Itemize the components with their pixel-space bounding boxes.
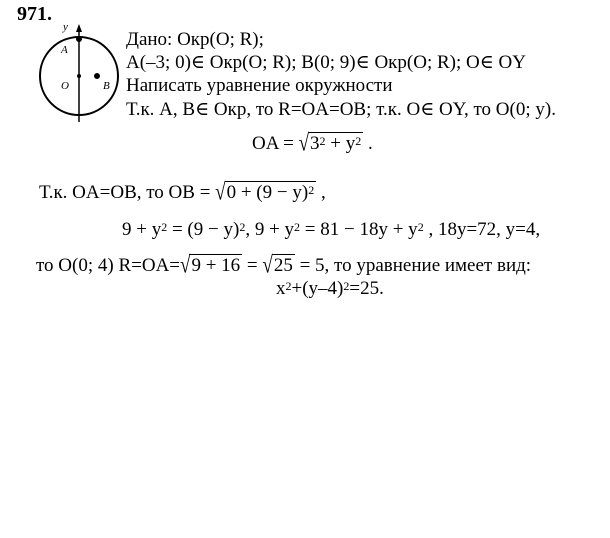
point-o-dot bbox=[77, 74, 81, 78]
figure-label-b: B bbox=[103, 80, 110, 92]
eq-part-3: , 9 + y bbox=[245, 219, 295, 240]
problem-number: 971. bbox=[17, 3, 52, 25]
eq-sup-1: 2 bbox=[161, 220, 168, 234]
oa-end: . bbox=[368, 133, 373, 154]
ob-rad-text: 0 + (9 − y) bbox=[226, 182, 309, 203]
ob-rad-sup: 2 bbox=[308, 183, 315, 197]
oa-rad-sup1: 2 bbox=[319, 134, 326, 148]
eq-part-1: 9 + y bbox=[122, 219, 162, 240]
final-sup-1: 2 bbox=[285, 279, 292, 293]
sqrt-sign: √ bbox=[215, 179, 226, 206]
sqrt-sign: √ bbox=[298, 130, 310, 157]
circle-figure bbox=[18, 24, 123, 124]
result-radicand-1: 9 + 16 bbox=[191, 255, 241, 276]
result-radicand-2: 25 bbox=[273, 255, 293, 276]
eq-sup-4: 2 bbox=[417, 220, 424, 234]
eq-part-2: = (9 − y) bbox=[167, 219, 240, 240]
final-mid: +(y–4) bbox=[291, 278, 344, 299]
oa-radicand bbox=[308, 132, 363, 155]
eq-sup-3: 2 bbox=[294, 220, 301, 234]
ob-left: OB = bbox=[168, 182, 211, 203]
since-line-1: Т.к. A, B∈ Окр, то R=OA=OB; т.к. O∈ OY, то O(0; y). bbox=[126, 99, 556, 120]
result-line bbox=[36, 254, 531, 277]
oa-formula bbox=[252, 132, 373, 155]
point-b-dot bbox=[94, 73, 100, 79]
result-suffix: = 5, то уравнение имеет вид: bbox=[294, 255, 532, 276]
conditions-line: A(–3; 0)∈ Окр(O; R); B(0; 9)∈ Окр(O; R); O∈ OY bbox=[126, 52, 526, 73]
figure-label-o: O bbox=[61, 80, 69, 92]
result-prefix: то O(0; 4) R=OA= bbox=[36, 255, 181, 276]
point-a-dot bbox=[76, 36, 82, 42]
figure-label-y: y bbox=[63, 21, 68, 33]
task-line: Написать уравнение окружности bbox=[126, 75, 393, 96]
eq-part-5: , 18y=72, y=4, bbox=[423, 219, 541, 240]
ob-radicand bbox=[225, 181, 317, 204]
given-line: Дано: Окр(O; R); bbox=[126, 29, 264, 50]
figure-label-a: A bbox=[61, 44, 68, 56]
final-x: x bbox=[276, 278, 286, 299]
oa-rad-3: 3 bbox=[310, 133, 320, 154]
oa-left: OA = bbox=[252, 133, 294, 154]
final-end: =25. bbox=[349, 278, 384, 299]
equation-line bbox=[122, 219, 540, 241]
final-sup-2: 2 bbox=[343, 279, 350, 293]
ob-end: , bbox=[320, 182, 326, 203]
result-eq: = bbox=[242, 255, 263, 276]
since-line-2: Т.к. OA=OB, то bbox=[39, 182, 164, 203]
final-equation bbox=[276, 278, 384, 300]
ob-formula bbox=[39, 181, 326, 204]
sqrt-sign: √ bbox=[262, 252, 273, 279]
oa-rad-plus: + y bbox=[325, 133, 356, 154]
sqrt-sign: √ bbox=[180, 252, 191, 279]
eq-sup-2: 2 bbox=[239, 220, 246, 234]
oa-rad-sup2: 2 bbox=[355, 134, 362, 148]
eq-part-4: = 81 − 18y + y bbox=[300, 219, 418, 240]
y-axis-arrow bbox=[76, 24, 82, 32]
